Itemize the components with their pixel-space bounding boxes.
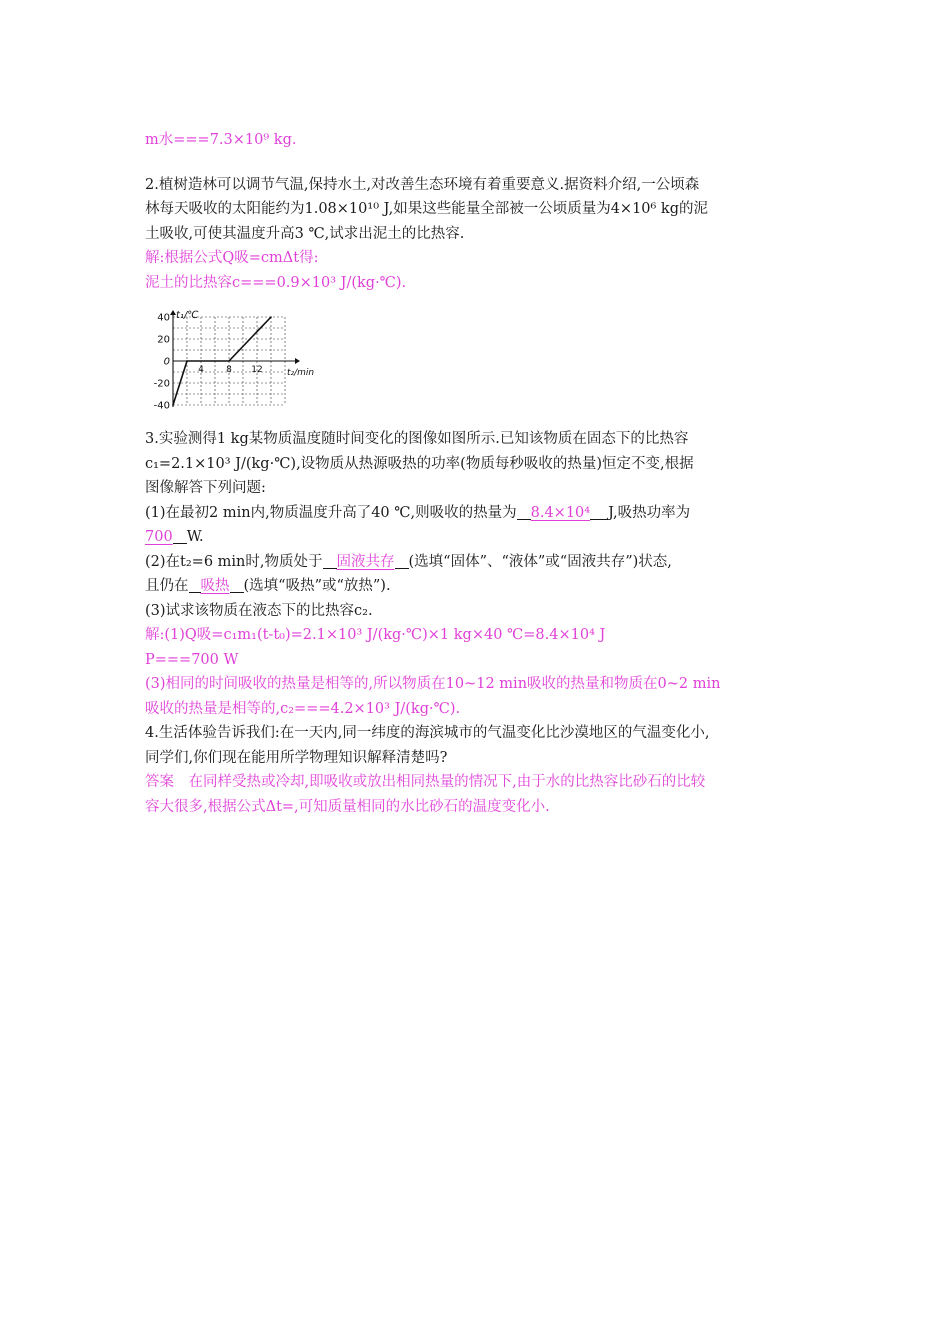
question-3-part-3: (3)试求该物质在液态下的比热容c₂. (145, 602, 373, 619)
data-point (228, 360, 230, 362)
blank-underline (189, 576, 201, 593)
question-2-text: 土吸收,可使其温度升高3 ℃,试求出泥土的比热容. (145, 225, 465, 242)
answer-state: 固液共存 (336, 553, 395, 570)
answer-power: 700 (145, 529, 173, 545)
data-point (172, 404, 174, 406)
part-2-options-2: (选填“吸热”或“放热”). (243, 578, 391, 594)
x-tick-label: 4 (198, 365, 204, 375)
question-4 (145, 721, 815, 819)
worksheet-page (145, 128, 815, 819)
question-2-solution: 泥土的比热容c===0.9×10³ J/(kg·℃). (145, 274, 407, 291)
question-3-text: 图像解答下列问题: (145, 480, 266, 496)
question-2-solution: 解:根据公式Q吸=cmΔt得: (145, 250, 319, 266)
power-unit: W. (186, 529, 204, 545)
y-tick-label: 40 (157, 312, 170, 324)
question-3-text: c₁=2.1×10³ J/(kg·℃),设物质从热源吸热的功率(物质每秒吸收的热量)恒定不变,根据 (145, 455, 694, 472)
x-tick-label: 12 (251, 365, 263, 375)
blank-underline (590, 503, 608, 520)
data-point (186, 360, 188, 362)
temperature-time-chart (145, 309, 325, 419)
blank-underline (230, 576, 244, 593)
data-point (270, 316, 272, 318)
y-tick-label: 20 (157, 334, 170, 346)
y-tick-label: 0 (163, 356, 170, 368)
chart-svg (145, 309, 325, 419)
question-3-solution: P===700 W (145, 651, 239, 668)
question-4-text: 同学们,你们现在能用所学物理知识解释清楚吗? (145, 749, 448, 766)
y-tick-label: -40 (153, 400, 170, 412)
question-3-text: 3.实验测得1 kg某物质温度随时间变化的图像如图所示.已知该物质在固态下的比热容 (145, 431, 689, 447)
question-3-solution: 解:(1)Q吸=c₁m₁(t-t₀)=2.1×10³ J/(kg·℃)×1 kg×40 ℃=8.4×10⁴ J (145, 627, 606, 643)
question-3-part-2-cont (145, 574, 815, 599)
part-1-prompt: (1)在最初2 min内,物质温度升高了40 ℃,则吸收的热量为 (145, 504, 517, 521)
blank-underline (173, 527, 187, 544)
question-3-part-2 (145, 550, 815, 575)
question-4-answer: 容大很多,根据公式Δt=,可知质量相同的水比砂石的温度变化小. (145, 798, 550, 815)
previous-answer-line: m水===7.3×10⁹ kg. (145, 132, 297, 148)
x-axis-arrow (295, 358, 300, 364)
question-3-solution: 吸收的热量是相等的,c₂===4.2×10³ J/(kg·℃). (145, 700, 461, 717)
blank-underline (323, 552, 337, 569)
blank-underline (395, 552, 409, 569)
part-1-prompt-2: J,吸热功率为 (608, 504, 691, 521)
y-axis-label: t₁/℃ (176, 310, 199, 321)
question-2 (145, 173, 815, 296)
part-2-prompt-2: 且仍在 (145, 578, 189, 594)
answer-heat: 8.4×10⁴ (530, 504, 591, 521)
blank-underline (517, 503, 531, 520)
x-axis-label: t₂/min (287, 368, 315, 378)
part-2-prompt: (2)在t₂=6 min时,物质处于 (145, 553, 323, 570)
part-2-options: (选填“固体”、“液体”或“固液共存”)状态, (408, 553, 672, 570)
question-3-solution: (3)相同的时间吸收的热量是相等的,所以物质在10~12 min吸收的热量和物质在0~2 min (145, 676, 721, 692)
question-3 (145, 427, 815, 721)
question-3-part-1-cont (145, 525, 815, 550)
x-tick-label: 8 (226, 365, 232, 375)
question-2-text: 2.植树造林可以调节气温,保持水土,对改善生态环境有着重要意义.据资料介绍,一公顷森 (145, 176, 700, 193)
question-4-answer: 答案 在同样受热或冷却,即吸收或放出相同热量的情况下,由于水的比热容比砂石的比较 (145, 774, 706, 790)
question-3-part-1 (145, 501, 815, 526)
question-4-text: 4.生活体验告诉我们:在一天内,同一纬度的海滨城市的气温变化比沙漠地区的气温变化小, (145, 725, 710, 741)
y-tick-label: -20 (153, 378, 170, 390)
question-2-text: 林每天吸收的太阳能约为1.08×10¹⁰ J,如果这些能量全部被一公顷质量为4×10⁶ kg的泥 (145, 201, 709, 217)
answer-heat-flow: 吸热 (200, 578, 230, 594)
